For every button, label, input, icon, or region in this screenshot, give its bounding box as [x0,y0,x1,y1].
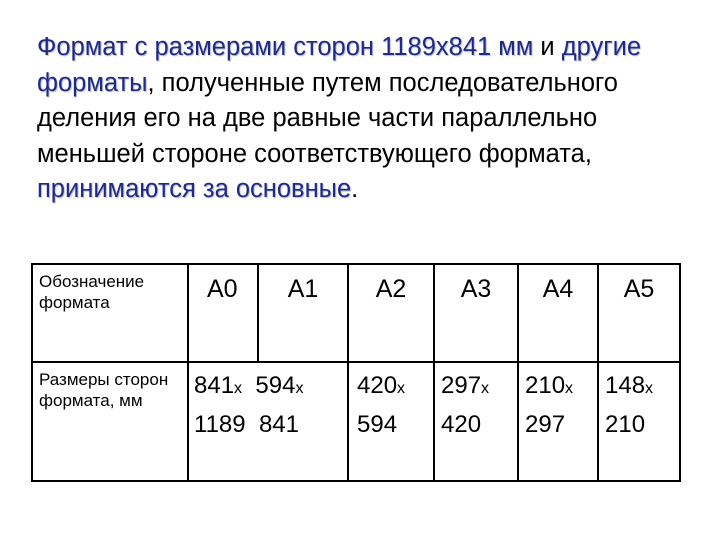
intro-paragraph [37,30,697,208]
format-cell: А5 [598,264,680,362]
size-separator: х [645,380,654,397]
size-value: 210 [605,411,646,438]
format-cell: А4 [518,264,598,362]
size-value: 210 [525,372,566,399]
row-label-sizes: Размеры сторон формата, мм [32,362,188,481]
table-row [32,264,680,362]
paragraph-highlight-3: принимаются за основные [37,175,352,203]
size-cell [434,362,518,481]
paragraph-highlight-1: Формат с размерами сторон 1189х841 мм [37,33,534,61]
size-value: 420 [441,411,482,438]
size-cell [348,362,434,481]
size-cell [518,362,598,481]
size-value: 594 [255,372,296,399]
size-separator: х [481,380,490,397]
size-value: 1189 [194,411,246,438]
paragraph-text-1: и [533,33,562,61]
size-value: 841 [258,411,299,438]
size-row-heights [194,407,347,443]
format-cell: А3 [434,264,518,362]
size-separator: х [397,380,406,397]
size-value: 841 [194,372,235,399]
size-value: 594 [357,411,398,438]
size-separator: х [295,380,304,397]
size-value: 148 [605,372,646,399]
size-value: 297 [441,372,482,399]
size-cell [598,362,680,481]
format-cell: А1 [258,264,348,362]
size-cell-a0-a1 [188,362,348,481]
paragraph-text-2: , полученные путем последовательного деления его на две равные части параллельно меньшей стороне соответствующего формата, [37,68,618,168]
format-cell: А0 [188,264,258,362]
size-value: 420 [357,372,398,399]
paragraph-highlight-2: другие форматы [37,33,642,97]
format-cell: А2 [348,264,434,362]
size-row-widths [194,368,347,407]
size-value: 297 [525,411,566,438]
formats-table [31,263,681,482]
size-separator: х [234,380,243,397]
paragraph-text-3: . [351,175,359,203]
table-row [32,362,680,481]
size-separator: х [565,380,574,397]
row-label-designation: Обозначение формата [32,264,188,362]
